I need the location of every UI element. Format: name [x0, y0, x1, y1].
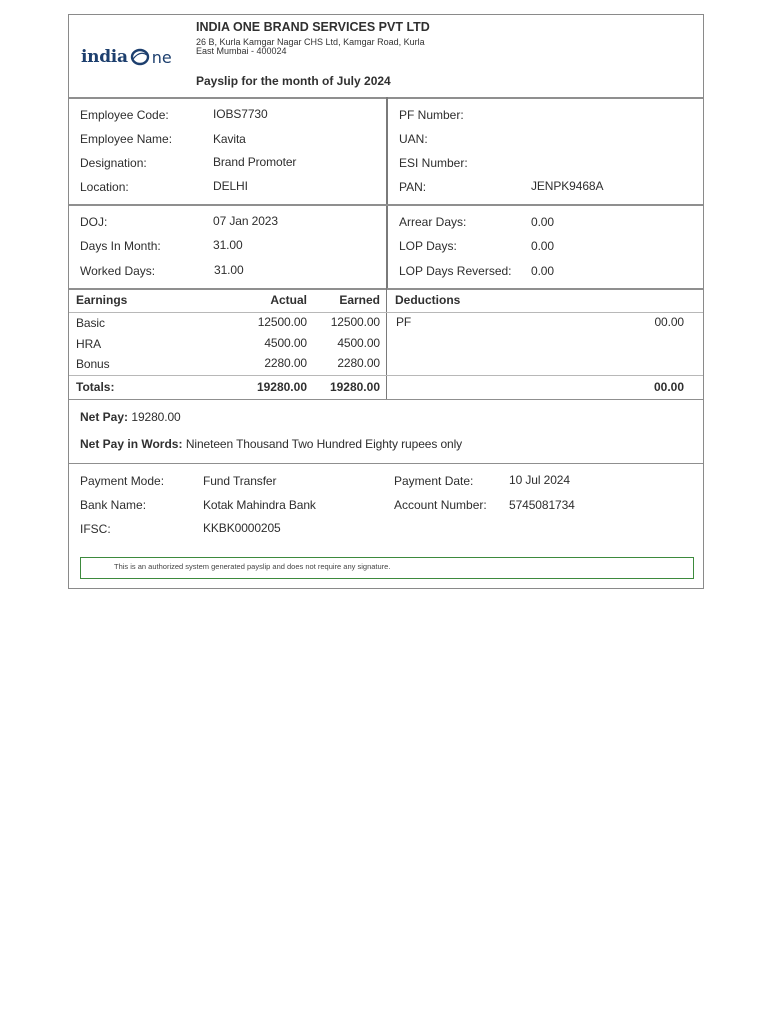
actual-header: Actual	[270, 293, 307, 307]
arrear-days-label: Arrear Days:	[399, 215, 467, 229]
account-number-label: Account Number:	[394, 498, 487, 512]
worked-days-value: 31.00	[214, 263, 244, 277]
earning-name: Basic	[76, 316, 105, 330]
earned-header: Earned	[339, 293, 380, 307]
pf-number-label: PF Number:	[399, 108, 464, 122]
doj-label: DOJ:	[80, 215, 108, 229]
divider	[69, 204, 703, 206]
days-in-month-value: 31.00	[213, 238, 243, 252]
days-in-month-label: Days In Month:	[80, 239, 161, 253]
company-address-line2: East Mumbai - 400024	[196, 46, 287, 56]
bank-name-label: Bank Name:	[80, 498, 147, 512]
esi-number-label: ESI Number:	[399, 156, 468, 170]
earning-earned: 2280.00	[337, 356, 380, 370]
divider	[69, 375, 703, 376]
employee-name-label: Employee Name:	[80, 132, 173, 146]
earning-name: Bonus	[76, 357, 110, 371]
deductions-header: Deductions	[395, 293, 461, 307]
earning-earned: 4500.00	[337, 336, 380, 350]
net-pay-words-label: Net Pay in Words:	[80, 437, 183, 451]
lop-days-reversed-label: LOP Days Reversed:	[399, 264, 512, 278]
uan-label: UAN:	[399, 132, 428, 146]
logo-swirl-icon	[130, 48, 150, 66]
earning-name: HRA	[76, 337, 102, 351]
arrear-days-value: 0.00	[531, 215, 554, 229]
company-name: INDIA ONE BRAND SERVICES PVT LTD	[196, 20, 430, 34]
employee-name-value: Kavita	[213, 132, 246, 146]
net-pay-value: 19280.00	[131, 410, 181, 424]
payment-date-label: Payment Date:	[394, 474, 474, 488]
divider	[69, 399, 703, 400]
payment-mode-value: Fund Transfer	[203, 474, 277, 488]
authorization-note: This is an authorized system generated payslip and does not require any signature.	[114, 562, 391, 571]
earning-actual: 4500.00	[264, 336, 307, 350]
designation-label: Designation:	[80, 156, 147, 170]
payment-mode-label: Payment Mode:	[80, 474, 165, 488]
pan-label: PAN:	[399, 180, 427, 194]
lop-days-value: 0.00	[531, 239, 554, 253]
totals-label: Totals:	[76, 380, 115, 394]
net-pay	[80, 410, 181, 424]
worked-days-label: Worked Days:	[80, 264, 156, 278]
ifsc-value: KKBK0000205	[203, 521, 281, 535]
doj-value: 07 Jan 2023	[213, 214, 278, 228]
total-deductions: 00.00	[653, 380, 684, 394]
divider	[69, 312, 703, 313]
bank-name-value: Kotak Mahindra Bank	[203, 498, 316, 512]
authorization-note-box	[80, 557, 694, 579]
lop-days-reversed-value: 0.00	[531, 264, 554, 278]
deduction-name: PF	[396, 315, 412, 329]
deduction-amount: 00.00	[654, 315, 684, 329]
payment-date-value: 10 Jul 2024	[509, 473, 570, 487]
company-logo: india ne	[81, 47, 172, 67]
ifsc-label: IFSC:	[80, 522, 111, 536]
designation-value: Brand Promoter	[213, 155, 297, 169]
pan-value: JENPK9468A	[531, 179, 604, 193]
total-earned: 19280.00	[329, 380, 380, 394]
location-value: DELHI	[213, 179, 248, 193]
earning-earned: 12500.00	[330, 315, 380, 329]
earning-actual: 2280.00	[264, 356, 307, 370]
net-pay-words	[80, 437, 462, 451]
earning-actual: 12500.00	[257, 315, 307, 329]
employee-code-label: Employee Code:	[80, 108, 169, 122]
net-pay-label: Net Pay:	[80, 410, 129, 424]
company-address-line1: 26 B, Kurla Kamgar Nagar CHS Ltd, Kamgar Road, Kurla	[196, 37, 425, 47]
total-actual: 19280.00	[256, 380, 307, 394]
payslip-document	[68, 14, 704, 589]
earnings-header: Earnings	[76, 293, 128, 307]
location-label: Location:	[80, 180, 129, 194]
divider	[69, 463, 703, 464]
column-divider	[386, 97, 388, 288]
employee-code-value: IOBS7730	[213, 107, 268, 121]
account-number-value: 5745081734	[509, 498, 575, 512]
earnings-deductions-divider	[386, 288, 387, 399]
lop-days-label: LOP Days:	[399, 239, 457, 253]
net-pay-words-value: Nineteen Thousand Two Hundred Eighty rupees only	[185, 437, 463, 451]
payslip-title: Payslip for the month of July 2024	[196, 74, 391, 88]
